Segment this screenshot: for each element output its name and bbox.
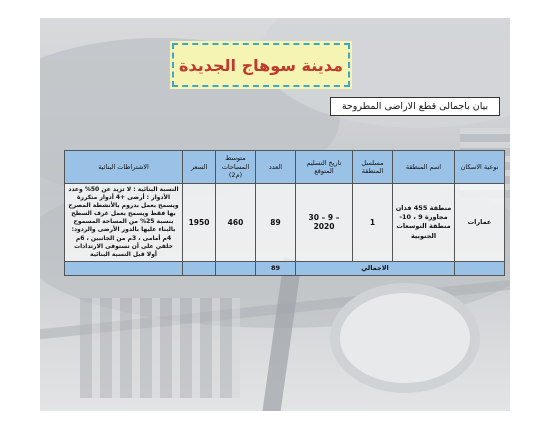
total-label: الاجمالي (296, 261, 455, 275)
table-header-row (65, 151, 505, 184)
total-cell-empty-area (216, 261, 256, 275)
header-zone-name: اسم المنطقة (393, 151, 455, 184)
cell-conditions: النسبة البنائية : لا تزيد عن 50% وعدد الأدوار : أرضى +4 أدوار متكررة ويسمح بعمل بدروم بالأنشطة المصرح بها فقط ويسمح بعمل غرف السطح بنسبة 25% من المساحة المسموح بالبناء عليها بالدور الأرضى والردود: 4م أمامى ، 3م من الجانبين ، 6م خلفي على أن تستوفى الارتدادات أولا قبل النسبة البنائية (65, 184, 183, 262)
header-count: العدد (256, 151, 296, 184)
total-cell-empty-conditions (65, 261, 183, 275)
cell-housing-type: عمارات (455, 184, 505, 262)
header-conditions: الاشتراطات البنائية (65, 151, 183, 184)
cell-price: 1950 (183, 184, 216, 262)
header-zone-seq: مسلسل المنطقة (353, 151, 393, 184)
document-title-box (172, 43, 350, 87)
header-avg-area: متوسط المساحات (م2) (216, 151, 256, 184)
cell-delivery-date: 30 – 9 – 2020 (296, 184, 353, 262)
header-delivery-date: تاريخ التسليم المتوقع (296, 151, 353, 184)
document-subtitle: بيان باجمالى قطع الاراضى المطروحة (341, 101, 489, 112)
table-row (65, 184, 505, 262)
cell-count: 89 (256, 184, 296, 262)
land-plots-table (64, 150, 505, 276)
header-price: السعر (183, 151, 216, 184)
cell-avg-area: 460 (216, 184, 256, 262)
cell-zone-name: منطقة 455 فدان مجاورة 9 ، 10- منطقة التوسعات الجنوبية (393, 184, 455, 262)
total-cell-empty-type (455, 261, 505, 275)
total-count: 89 (256, 261, 296, 275)
cell-zone-seq: 1 (353, 184, 393, 262)
table-total-row (65, 261, 505, 275)
document-title: مدينة سوهاج الجديدة (179, 55, 343, 75)
document-subtitle-box (330, 97, 500, 116)
total-cell-empty-price (183, 261, 216, 275)
header-housing-type: نوعية الاسكان (455, 151, 505, 184)
